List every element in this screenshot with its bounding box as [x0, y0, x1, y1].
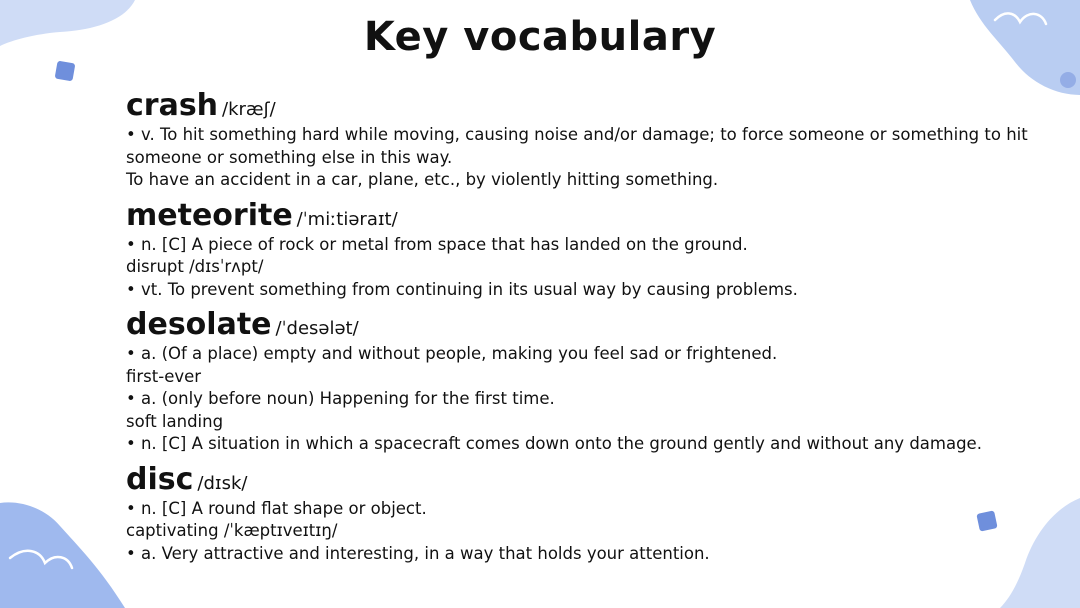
vocab-word: meteorite	[126, 197, 293, 233]
vocab-word: desolate	[126, 307, 272, 342]
definition-line: • v. To hit something hard while moving, causing noise and/or damage; to force someone or something to hit someone or something else in this way.	[126, 125, 1028, 167]
vocab-entry-disc	[126, 462, 1046, 566]
definition-line: • a. (Of a place) empty and without people, making you feel sad or frightened.	[126, 344, 778, 363]
sub-word-line: first-ever	[126, 366, 202, 386]
vocab-word: disc	[126, 461, 194, 497]
definition-line: • n. [C] A piece of rock or metal from space that has landed on the ground.	[126, 234, 748, 254]
definition-line: • a. (only before noun) Happening for the first time.	[126, 389, 555, 408]
sparkle-icon	[55, 61, 76, 82]
definition-line: • n. [C] A situation in which a spacecraft comes down onto the ground gently and without any damage.	[126, 434, 982, 453]
definition-line: To have an accident in a car, plane, etc., by violently hitting something.	[126, 170, 719, 189]
bottom-left-decoration	[0, 498, 130, 608]
entry-heading	[126, 88, 1046, 124]
sub-word-line: disrupt /dɪsˈrʌpt/	[126, 257, 264, 276]
vocab-ipa: /ˈmiːtiəraɪt/	[296, 208, 398, 230]
entry-heading	[126, 307, 1046, 343]
vocab-word: crash	[126, 88, 219, 123]
entry-heading	[126, 198, 1046, 234]
slide-title: Key vocabulary	[363, 14, 717, 60]
entry-heading	[126, 462, 1046, 498]
vocab-ipa: /kræʃ/	[222, 99, 276, 120]
vocab-ipa: /ˈdesələt/	[275, 318, 359, 339]
vocab-entry-desolate	[126, 307, 1046, 456]
sub-word-line: captivating /ˈkæptɪveɪtɪŋ/	[126, 521, 338, 540]
vocab-entry-meteorite	[126, 198, 1046, 302]
definition-line: • a. Very attractive and interesting, in a way that holds your attention.	[126, 543, 710, 563]
definition-line: • n. [C] A round flat shape or object.	[126, 498, 427, 518]
vocab-ipa: /dɪsk/	[197, 472, 248, 494]
sub-word-line: soft landing	[126, 411, 224, 431]
vocabulary-list	[126, 88, 1046, 565]
vocab-entry-crash	[126, 88, 1046, 192]
definition-line: • vt. To prevent something from continuing in its usual way by causing problems.	[126, 279, 798, 299]
